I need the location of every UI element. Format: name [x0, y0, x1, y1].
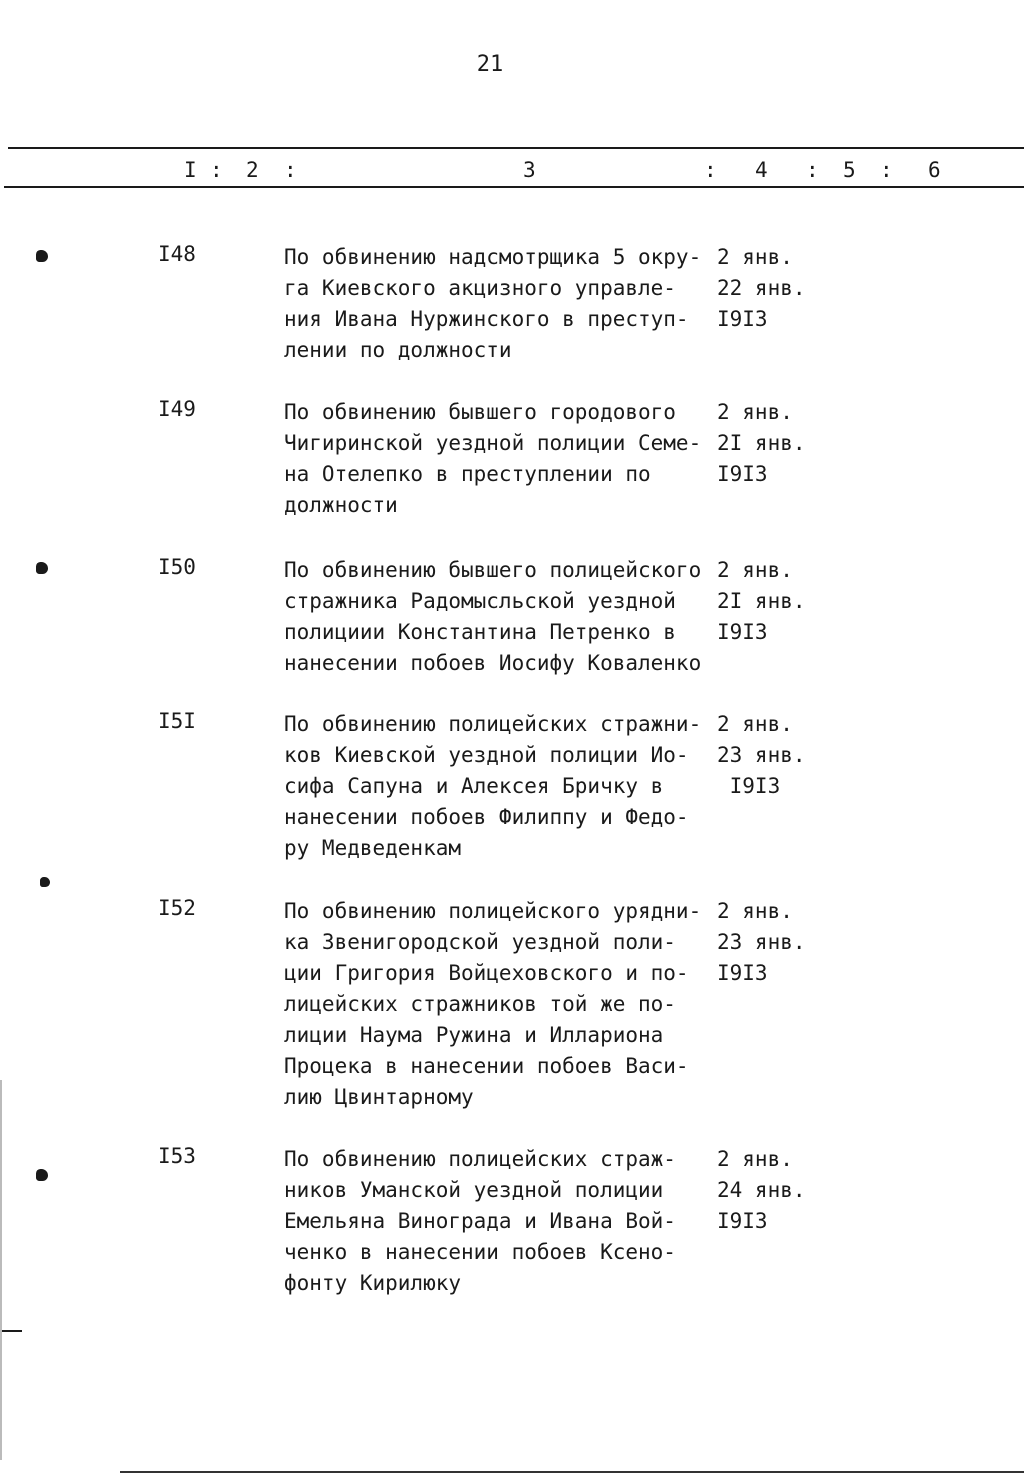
date-year: I9I3 — [717, 774, 781, 798]
page-number: 21 — [476, 52, 504, 77]
margin-mark — [36, 250, 48, 262]
column-separator: : — [210, 158, 223, 182]
description-line: ников Уманской уездной полиции — [284, 1178, 664, 1202]
description-line: фонту Кирилюку — [284, 1271, 462, 1295]
description-line: лию Цвинтарному — [284, 1085, 474, 1109]
record-number: I5I — [158, 709, 196, 733]
column-header-6: 6 — [928, 158, 941, 182]
description-line: По обвинению надсмотрщика 5 окру- — [284, 245, 702, 269]
date-year: I9I3 — [717, 1209, 768, 1233]
date-start: 2 янв. — [717, 712, 793, 736]
date-year: I9I3 — [717, 961, 768, 985]
date-end: 23 янв. — [717, 743, 806, 767]
date-start: 2 янв. — [717, 1147, 793, 1171]
date-start: 2 янв. — [717, 558, 793, 582]
date-end: 2I янв. — [717, 431, 806, 455]
record-dates — [717, 397, 806, 490]
date-end: 22 янв. — [717, 276, 806, 300]
description-line: на Отелепко в преступлении по — [284, 462, 651, 486]
date-year: I9I3 — [717, 620, 768, 644]
record-description — [284, 709, 716, 864]
record-number: I52 — [158, 896, 196, 920]
date-end: 24 янв. — [717, 1178, 806, 1202]
date-end: 2I янв. — [717, 589, 806, 613]
description-line: стражника Радомысльской уездной — [284, 589, 676, 613]
description-line: лицейских стражников той же по- — [284, 992, 676, 1016]
description-line: По обвинению полицейских страж- — [284, 1147, 676, 1171]
date-year: I9I3 — [717, 462, 768, 486]
header-rule-top — [8, 147, 1024, 149]
description-line: сифа Сапуна и Алексея Бричку в — [284, 774, 664, 798]
record-description — [284, 896, 716, 1113]
description-line: ка Звенигородской уездной поли- — [284, 930, 676, 954]
record-description — [284, 397, 716, 521]
description-line: должности — [284, 493, 398, 517]
date-year: I9I3 — [717, 307, 768, 331]
description-line: По обвинению полицейских стражни- — [284, 712, 702, 736]
margin-mark — [36, 562, 48, 574]
description-line: По обвинению бывшего городового — [284, 400, 676, 424]
page-edge — [0, 1080, 2, 1460]
description-line: ченко в нанесении побоев Ксено- — [284, 1240, 676, 1264]
margin-tick — [0, 1330, 22, 1332]
record-dates — [717, 242, 806, 335]
description-line: лении по должности — [284, 338, 512, 362]
description-line: Процека в нанесении побоев Васи- — [284, 1054, 689, 1078]
record-dates — [717, 1144, 806, 1237]
description-line: По обвинению бывшего полицейского — [284, 558, 702, 582]
record-dates — [717, 555, 806, 648]
date-end: 23 янв. — [717, 930, 806, 954]
description-line: полициии Константина Петренко в — [284, 620, 676, 644]
description-line: ру Медведенкам — [284, 836, 462, 860]
page-edge — [120, 1471, 1024, 1473]
description-line: По обвинению полицейского урядни- — [284, 899, 702, 923]
header-rule-bottom — [4, 186, 1024, 188]
description-line: лиции Наума Ружина и Иллариона — [284, 1023, 664, 1047]
record-dates — [717, 896, 806, 989]
description-line: Чигиринской уездной полиции Семе- — [284, 431, 702, 455]
column-separator: : — [806, 158, 819, 182]
column-separator: : — [284, 158, 297, 182]
column-header-2: 2 — [246, 158, 259, 182]
description-line: ции Григория Войцеховского и по- — [284, 961, 689, 985]
column-header-3: 3 — [523, 158, 536, 182]
column-separator: : — [880, 158, 893, 182]
record-description — [284, 1144, 716, 1299]
record-dates — [717, 709, 806, 802]
record-number: I48 — [158, 242, 196, 266]
record-number: I50 — [158, 555, 196, 579]
description-line: ков Киевской уездной полиции Ио- — [284, 743, 689, 767]
column-header-5: 5 — [843, 158, 856, 182]
record-number: I49 — [158, 397, 196, 421]
record-description — [284, 242, 716, 366]
record-description — [284, 555, 716, 679]
description-line: нанесении побоев Филиппу и Федо- — [284, 805, 689, 829]
date-start: 2 янв. — [717, 245, 793, 269]
column-header-1: I — [184, 158, 197, 182]
description-line: Емельяна Винограда и Ивана Вой- — [284, 1209, 676, 1233]
record-number: I53 — [158, 1144, 196, 1168]
column-header-4: 4 — [755, 158, 768, 182]
date-start: 2 янв. — [717, 400, 793, 424]
margin-mark — [36, 1169, 48, 1181]
description-line: ния Ивана Нуржинского в преступ- — [284, 307, 689, 331]
description-line: га Киевского акцизного управле- — [284, 276, 676, 300]
description-line: нанесении побоев Иосифу Коваленко — [284, 651, 702, 675]
margin-mark — [40, 877, 50, 887]
date-start: 2 янв. — [717, 899, 793, 923]
column-separator: : — [704, 158, 717, 182]
